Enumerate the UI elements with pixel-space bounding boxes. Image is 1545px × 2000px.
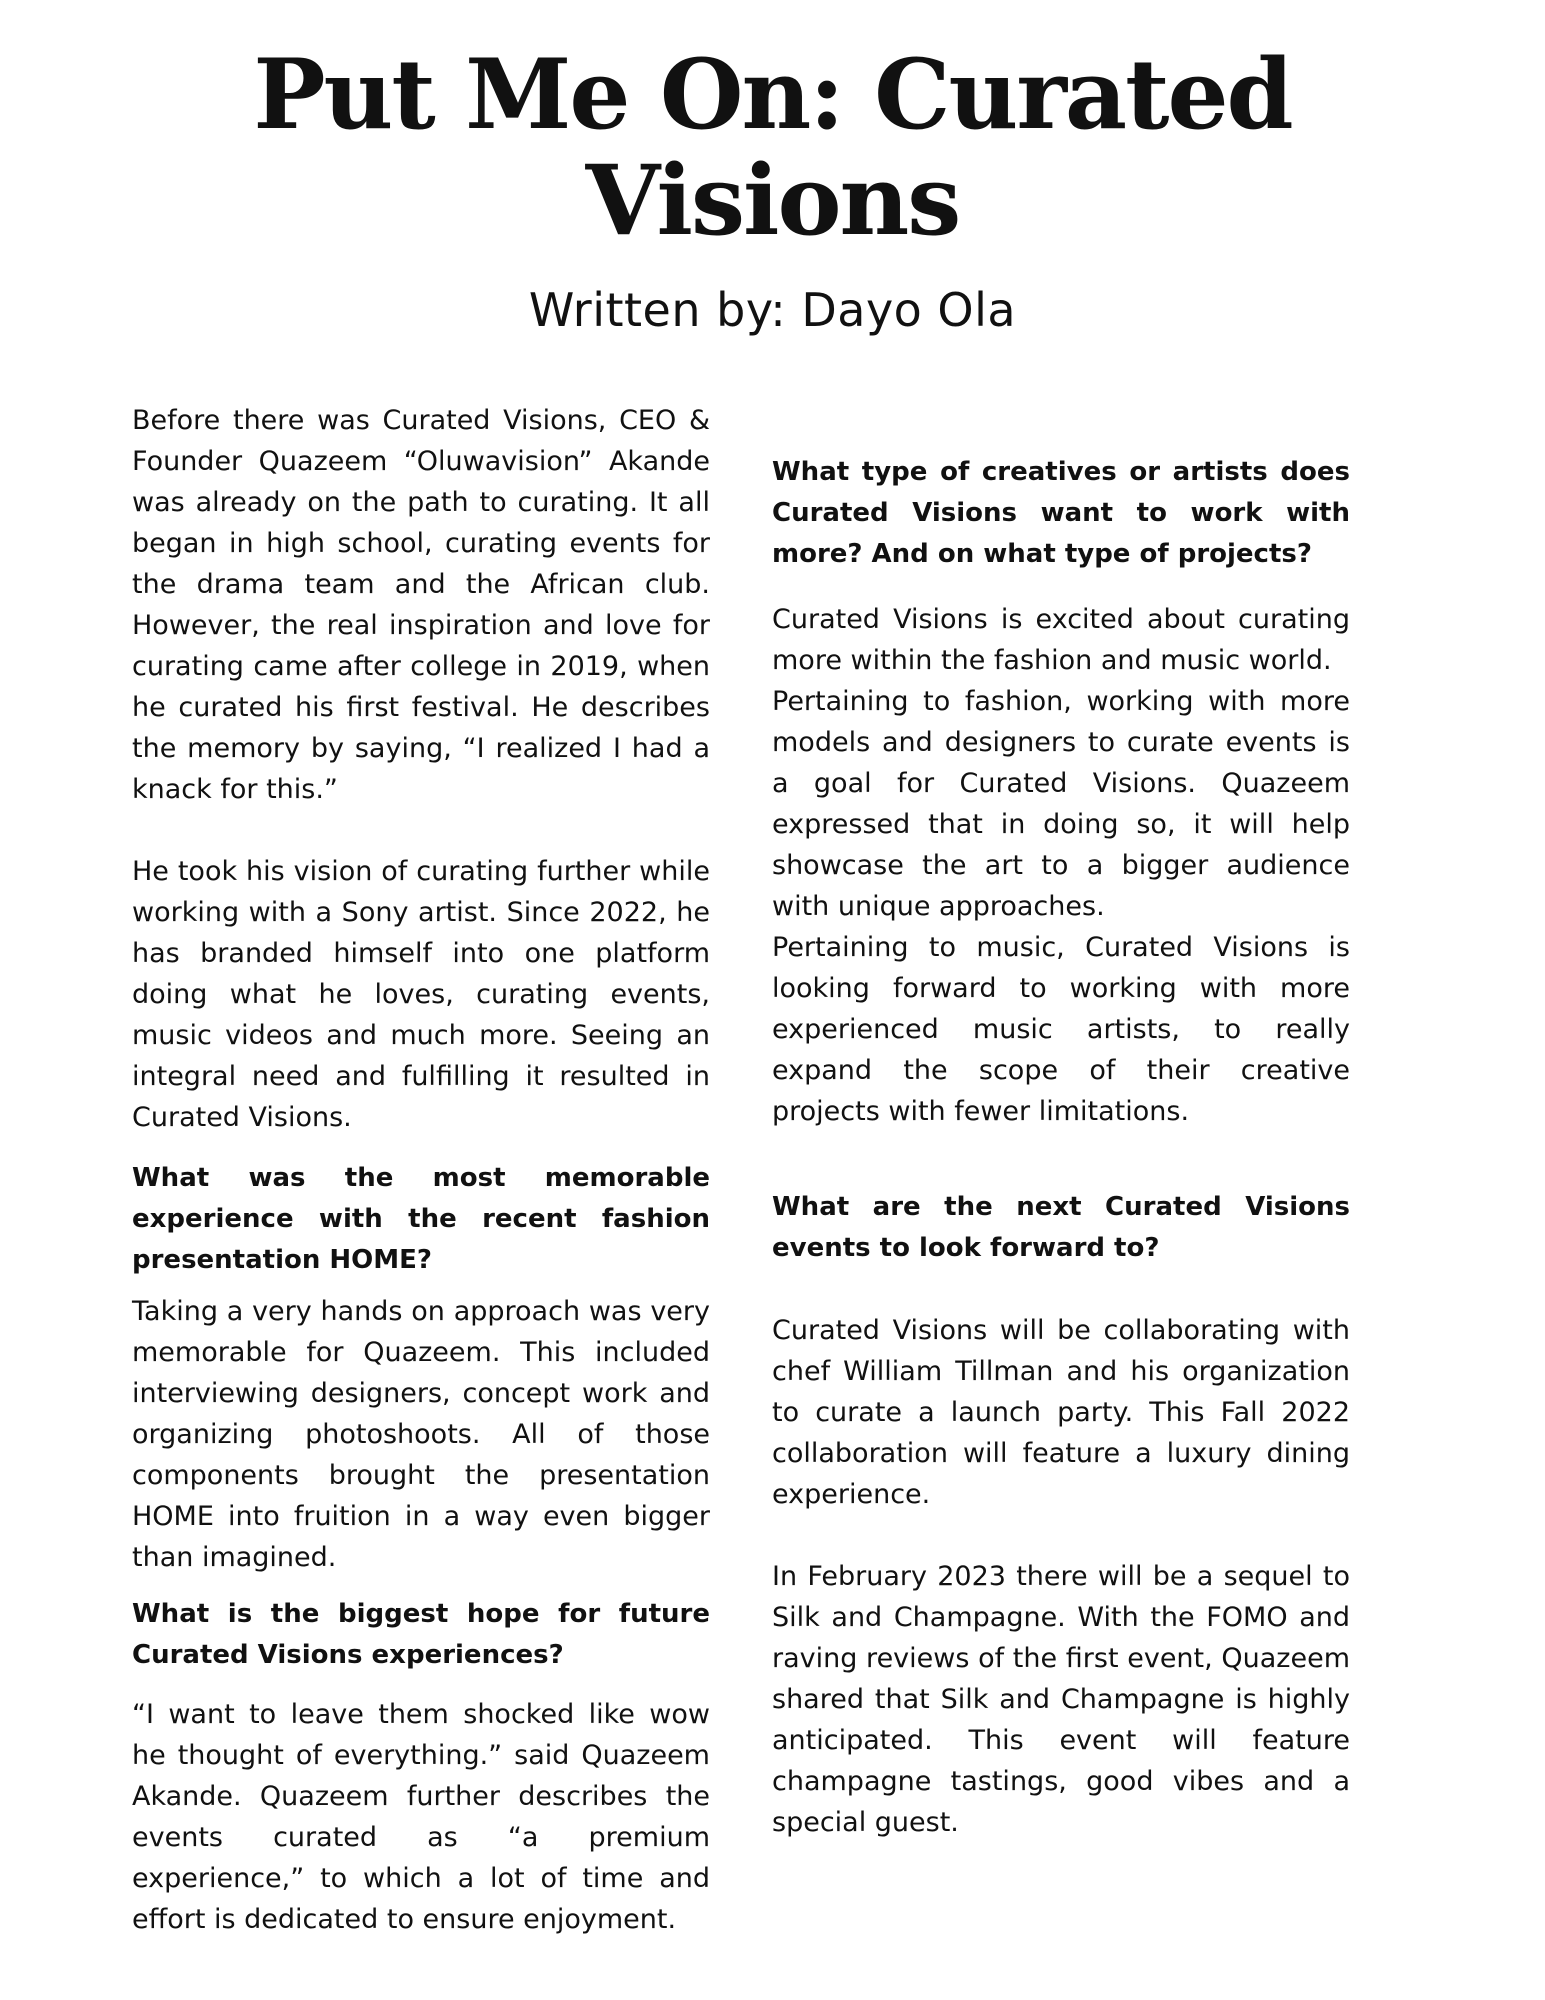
vision-paragraph: He took his vision of curating further while working with a Sony artist. Since 2022, he has branded himself into one platform doing what he loves, curating events, music videos and much more. Seeing an integral need and fulfilling it resulted in Curated Visions.	[132, 856, 710, 1133]
paragraph-spacer	[132, 1138, 710, 1158]
answer-biggest-hope: “I want to leave them shocked like wow he thought of everything.” said Quazeem Akande. Quazeem further describes the events curated as “a premium experience,” to which a lot of time and effort is dedicated to ensure enjoyment.	[132, 1699, 710, 1935]
question-biggest-hope: What is the biggest hope for future Curated Visions experiences?	[132, 1599, 710, 1670]
article-title-line-2: Visions	[585, 144, 960, 257]
paragraph-spacer	[132, 1281, 710, 1291]
question-next-events: What are the next Curated Visions events to look forward to?	[772, 1192, 1350, 1263]
paragraph-spacer	[132, 810, 710, 851]
answer-creatives-fashion: Pertaining to fashion, working with more models and designers to curate events is a goal for Curated Visions. Quazeem expressed that in doing so, it will help showcase the art to a bigger audience with unique approaches.	[772, 686, 1350, 922]
answer-next-events-launch: Curated Visions will be collaborating with chef William Tillman and his organization to curate a launch party. This Fall 2022 collaboration will feature a luxury dining experience.	[772, 1315, 1350, 1510]
answer-next-events-silk: In February 2023 there will be a sequel to Silk and Champagne. With the FOMO and raving reviews of the first event, Quazeem shared that Silk and Champagne is highly anticipated. This event will feature champagne tastings, good vibes and a special guest.	[772, 1561, 1350, 1838]
question-creatives: What type of creatives or artists does Curated Visions want to work with more? And on what type of projects?	[772, 457, 1350, 569]
article-title	[0, 38, 1545, 257]
paragraph-spacer	[132, 1676, 710, 1694]
intro-paragraph: Before there was Curated Visions, CEO & Founder Quazeem “Oluwavision” Akande was already on the path to curating. It all began in high school, curating events for the drama team and the African club. However, the real inspiration and love for curating came after college in 2019, when he curated his first festival. He describes the memory by saying, “I realized I had a knack for this.”	[132, 405, 710, 805]
right-column	[772, 452, 1350, 1843]
question-memorable-experience: What was the most memorable experience with the recent fashion presentation HOME?	[132, 1163, 710, 1275]
answer-creatives-music: Pertaining to music, Curated Visions is looking forward to working with more experienced music artists, to really expand the scope of their creative projects with fewer limitations.	[772, 932, 1350, 1127]
article-title-line-1: Put Me On: Curated	[253, 38, 1292, 151]
article-byline: Written by: Dayo Ola	[528, 283, 1017, 337]
paragraph-spacer	[772, 1132, 1350, 1187]
answer-memorable-experience: Taking a very hands on approach was very memorable for Quazeem. This included interviewing designers, concept work and organizing photoshoots. All of those components brought the presentation HOME into fruition in a way even bigger than imagined.	[132, 1296, 710, 1573]
paragraph-spacer	[772, 575, 1350, 599]
paragraph-spacer	[772, 1515, 1350, 1556]
paragraph-spacer	[132, 1578, 710, 1594]
answer-creatives-intro: Curated Visions is excited about curating more within the fashion and music world.	[772, 604, 1350, 676]
left-column	[132, 400, 710, 1940]
paragraph-spacer	[772, 1269, 1350, 1310]
